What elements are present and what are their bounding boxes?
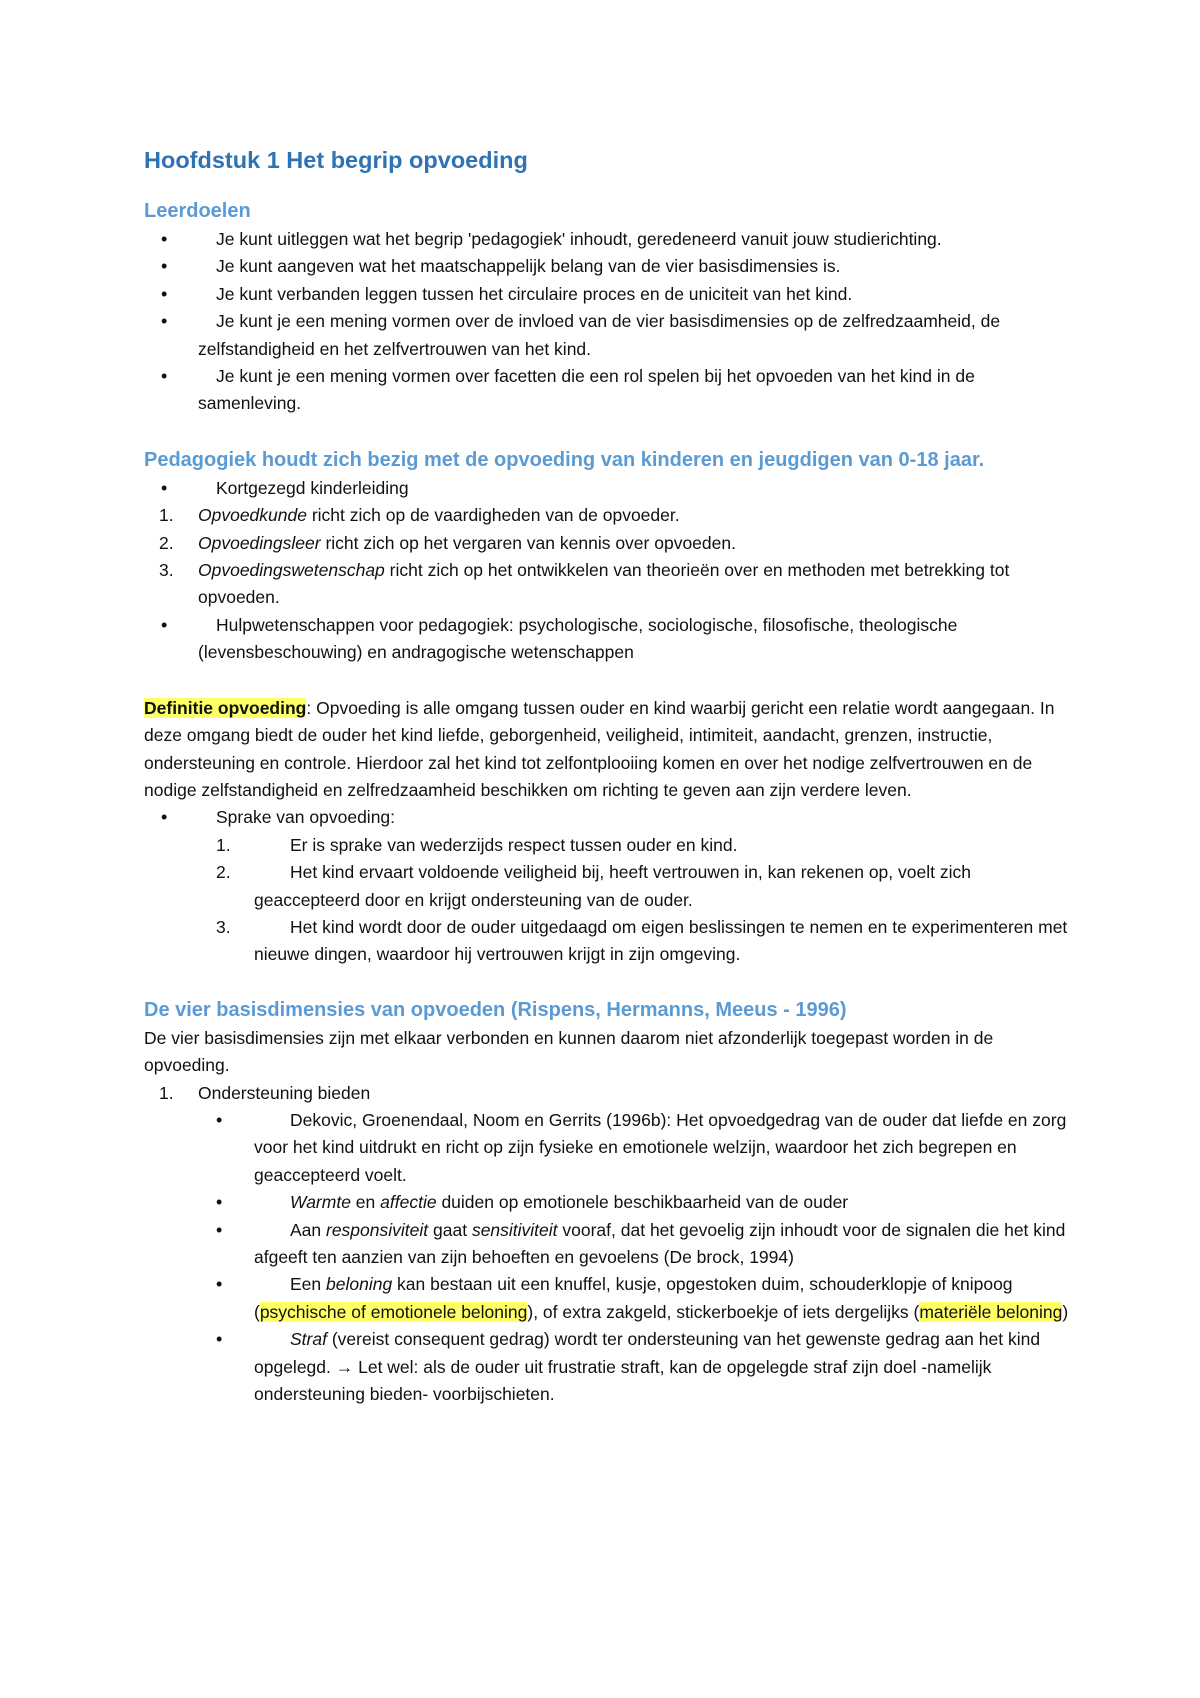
numbered-item: 1. Er is sprake van wederzijds respect tussen ouder en kind. [216,834,738,855]
definition-term: Definitie opvoeding [144,697,307,718]
bullet-icon: • [161,256,168,277]
bullet-icon: • [161,283,168,304]
document-page [144,144,1074,1408]
definition-paragraph: Definitie opvoeding: Opvoeding is alle omgang tussen ouder en kind waarbij gericht een relatie wordt aangegaan. In deze omgang biedt de ouder het kind liefde, geborgenheid, veiligheid, intimiteit, aandacht, grenzen, instructie, ondersteuning en controle. Hierdoor zal het kind tot zelfontplooiing komen en over het nodige zelfvertrouwen en de nodige zelfstandigheid en zelfredzaamheid beschikken om richting te geven aan zijn verdere leven. [144,697,1055,800]
heading-leerdoelen: Leerdoelen [144,200,251,222]
bullet-icon: • [216,1329,223,1350]
numbered-item: 1. Ondersteuning bieden [159,1082,371,1103]
list-item: • Warmte en affectie duiden op emotionele beschikbaarheid van de ouder [144,1189,1074,1216]
list-item: • Straf (vereist consequent gedrag) wordt ter ondersteuning van het gewenste gedrag aan het kind opgelegd. → Let wel: als de ouder uit frustratie straft, kan de opgelegde straf zijn doel -namelijk ondersteuning bieden- voorbijschieten. [144,1326,1074,1408]
bullet-icon: • [161,366,168,387]
bullet-icon: • [216,1274,223,1295]
chapter-title: Hoofdstuk 1 Het begrip opvoeding [144,147,528,173]
list-item: • Je kunt je een mening vormen over facetten die een rol spelen bij het opvoeden van het kind in de samenleving. [144,363,1074,418]
highlight: materiële beloning [919,1301,1063,1322]
list-item: • Je kunt je een mening vormen over de invloed van de vier basisdimensies op de zelfredzaamheid, de zelfstandigheid en het zelfvertrouwen van het kind. [144,308,1074,363]
heading-basisdimensies: De vier basisdimensies van opvoeden (Rispens, Hermanns, Meeus - 1996) [144,998,847,1021]
list-item: • Kortgezegd kinderleiding [144,475,1074,502]
pedagogiek-list [144,475,1074,667]
list-item: • Aan responsiviteit gaat sensitiviteit vooraf, dat het gevoelig zijn inhoudt voor de signalen die het kind afgeeft ten aanzien van zijn behoeften en gevoelens (De brock, 1994) [144,1217,1074,1272]
bullet-icon: • [161,614,168,635]
numbered-item: 1. Opvoedkunde richt zich op de vaardigheden van de opvoeder. [159,505,680,526]
numbered-item: 3. Opvoedingswetenschap richt zich op het ontwikkelen van theorieën over en methoden met betrekking tot opvoeden. [159,560,1010,608]
list-item: • Je kunt verbanden leggen tussen het circulaire proces en de uniciteit van het kind. [144,281,1074,308]
ondersteuning-sublist [144,1107,1074,1408]
definitie-list [144,804,1074,831]
heading-pedagogiek: Pedagogiek houdt zich bezig met de opvoeding van kinderen en jeugdigen van 0-18 jaar. [144,448,985,471]
numbered-item: 2. Het kind ervaart voldoende veiligheid bij, heeft vertrouwen in, kan rekenen op, voelt zich geaccepteerd door en krijgt ondersteuning van de ouder. [216,862,971,910]
numbered-item: 2. Opvoedingsleer richt zich op het vergaren van kennis over opvoeden. [159,532,736,553]
leerdoelen-list [144,226,1074,418]
basisdimensies-list [144,1080,1074,1107]
highlight: psychische of emotionele beloning [259,1301,528,1322]
bullet-icon: • [216,1109,223,1130]
bullet-icon: • [161,311,168,332]
numbered-item: 3. Het kind wordt door de ouder uitgedaagd om eigen beslissingen te nemen en te experimenteren met nieuwe dingen, waardoor hij vertrouwen krijgt in zijn omgeving. [216,916,1068,965]
bullet-icon: • [161,477,168,498]
basisdimensies-intro: De vier basisdimensies zijn met elkaar verbonden en kunnen daarom niet afzonderlijk toegepast worden in de opvoeding. [144,1027,994,1076]
bullet-icon: • [161,807,168,828]
definitie-sublist [144,832,1074,969]
bullet-icon: • [216,1219,223,1240]
list-item: • Sprake van opvoeding: [144,804,1074,831]
list-item: • Hulpwetenschappen voor pedagogiek: psychologische, sociologische, filosofische, theologische (levensbeschouwing) en andragogische wetenschappen [144,612,1074,667]
list-item: • Je kunt uitleggen wat het begrip 'pedagogiek' inhoudt, geredeneerd vanuit jouw studierichting. [144,226,1074,253]
list-item: • Je kunt aangeven wat het maatschappelijk belang van de vier basisdimensies is. [144,253,1074,280]
bullet-icon: • [216,1192,223,1213]
list-item: • Een beloning kan bestaan uit een knuffel, kusje, opgestoken duim, schouderklopje of knipoog (psychische of emotionele beloning), of extra zakgeld, stickerboekje of iets dergelijks (materiële beloning) [144,1271,1074,1326]
list-item: • Dekovic, Groenendaal, Noom en Gerrits (1996b): Het opvoedgedrag van de ouder dat liefde en zorg voor het kind uitdrukt en richt op zijn fysieke en emotionele welzijn, waardoor het zich begrepen en geaccepteerd voelt. [144,1107,1074,1189]
bullet-icon: • [161,229,168,249]
